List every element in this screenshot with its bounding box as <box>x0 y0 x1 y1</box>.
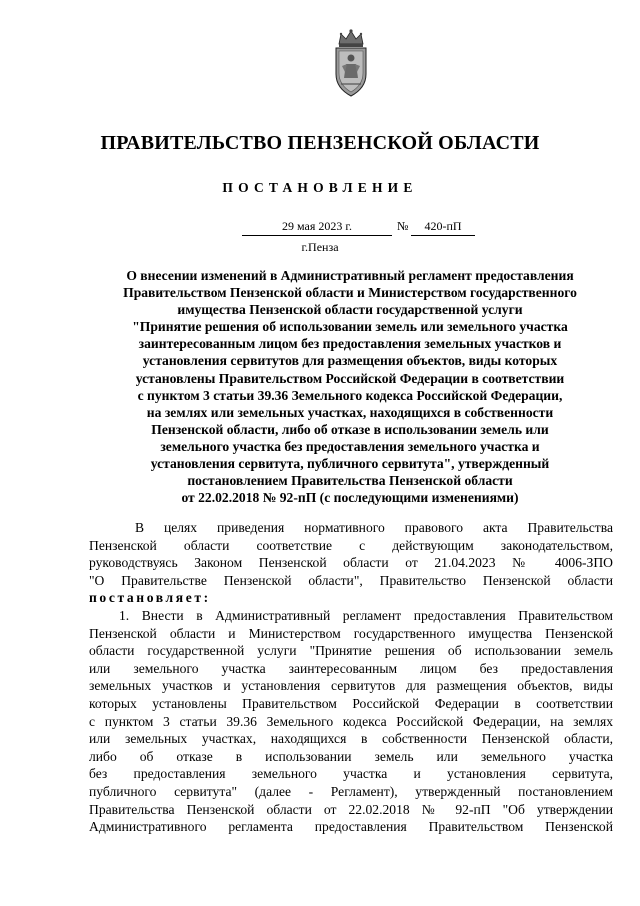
point-line: Административного регламента предоставления Правительством Пензенской <box>89 819 613 835</box>
heading-line: Правительством Пензенской области и Министерством государственного <box>123 285 577 301</box>
number-sign: № <box>397 219 409 233</box>
heading-line: на землях или земельных участках, находящихся в собственности <box>146 404 554 420</box>
point-line: 1. Внести в Административный регламент предоставления Правительством <box>119 607 613 623</box>
point-line: без предоставления земельного участка и установления сервитута, <box>89 766 613 782</box>
point-line: с пунктом 3 статьи 39.36 Земельного кодекса Российской Федерации, на землях <box>89 713 613 729</box>
point-line: Правительства Пензенской области от 22.02.2018 № 92-пП "Об утверждении <box>89 801 613 817</box>
heading-line: О внесении изменений в Административный регламент предоставления <box>126 268 574 283</box>
document-number: 420-пП <box>411 219 475 236</box>
point-line: области государственной услуги "Принятие решения об использовании земель <box>89 643 613 659</box>
heading-line: установлены Правительством Российской Федерации в соответствии <box>135 370 565 386</box>
point-line: или земельного участка заинтересованным лицом без предоставления <box>89 660 613 676</box>
document-date: 29 мая 2023 г. <box>242 219 392 236</box>
document-type: ПОСТАНОВЛЕНИЕ <box>222 180 418 195</box>
point-line: земельных участков и установления сервитутов для размещения объектов, виды <box>89 678 613 694</box>
document-heading <box>60 267 640 506</box>
heading-line: заинтересованным лицом без предоставления земельных участков и <box>138 336 562 352</box>
coat-of-arms-emblem <box>327 28 375 100</box>
decree-word: постановляет: <box>89 590 211 606</box>
heading-line: Пензенской области, либо об отказе в использовании земель или <box>151 421 549 437</box>
heading-line: с пунктом 3 статьи 39.36 Земельного кодекса Российской Федерации, <box>137 387 563 403</box>
preamble-line: руководствуясь Законом Пензенской области от 21.04.2023 № 4006-ЗПО <box>89 555 613 571</box>
heading-line: установления сервитутов для размещения объектов, виды которых <box>142 353 558 369</box>
heading-line: от 22.02.2018 № 92-пП (с последующими изменениями) <box>181 490 519 506</box>
heading-line: земельного участка без предоставления земельного участка и <box>160 438 540 454</box>
preamble-line: Пензенской области соответствие с действующим законодательством, <box>89 537 613 553</box>
government-title: ПРАВИТЕЛЬСТВО ПЕНЗЕНСКОЙ ОБЛАСТИ <box>100 132 540 154</box>
date-number-line <box>0 219 640 237</box>
point-line: либо об отказе в использовании земель или земельного участка <box>89 748 613 764</box>
preamble-line: В целях приведения нормативного правового акта Правительства <box>135 520 613 535</box>
heading-line: "Принятие решения об использовании земель или земельного участка <box>132 319 568 335</box>
heading-line: установления сервитута, публичного сервитута", утвержденный <box>150 456 550 472</box>
heading-line: имущества Пензенской области государственной услуги <box>177 302 523 318</box>
point-line: Пензенской области и Министерством государственного имущества Пензенской <box>89 625 613 641</box>
point-line: или земельных участках, находящихся в собственности Пензенской области, <box>89 731 613 747</box>
heading-line: постановлением Правительства Пензенской области <box>187 473 513 489</box>
preamble-line: "О Правительстве Пензенской области", Правительство Пензенской области <box>89 572 613 588</box>
decree-word-line <box>89 589 613 607</box>
point-line: публичного сервитута" (далее - Регламент), утвержденный постановлением <box>89 783 613 799</box>
document-body <box>89 519 613 836</box>
city-name: г.Пенза <box>301 240 339 254</box>
point-line: которых установлены Правительством Российской Федерации в соответствии <box>89 695 613 711</box>
